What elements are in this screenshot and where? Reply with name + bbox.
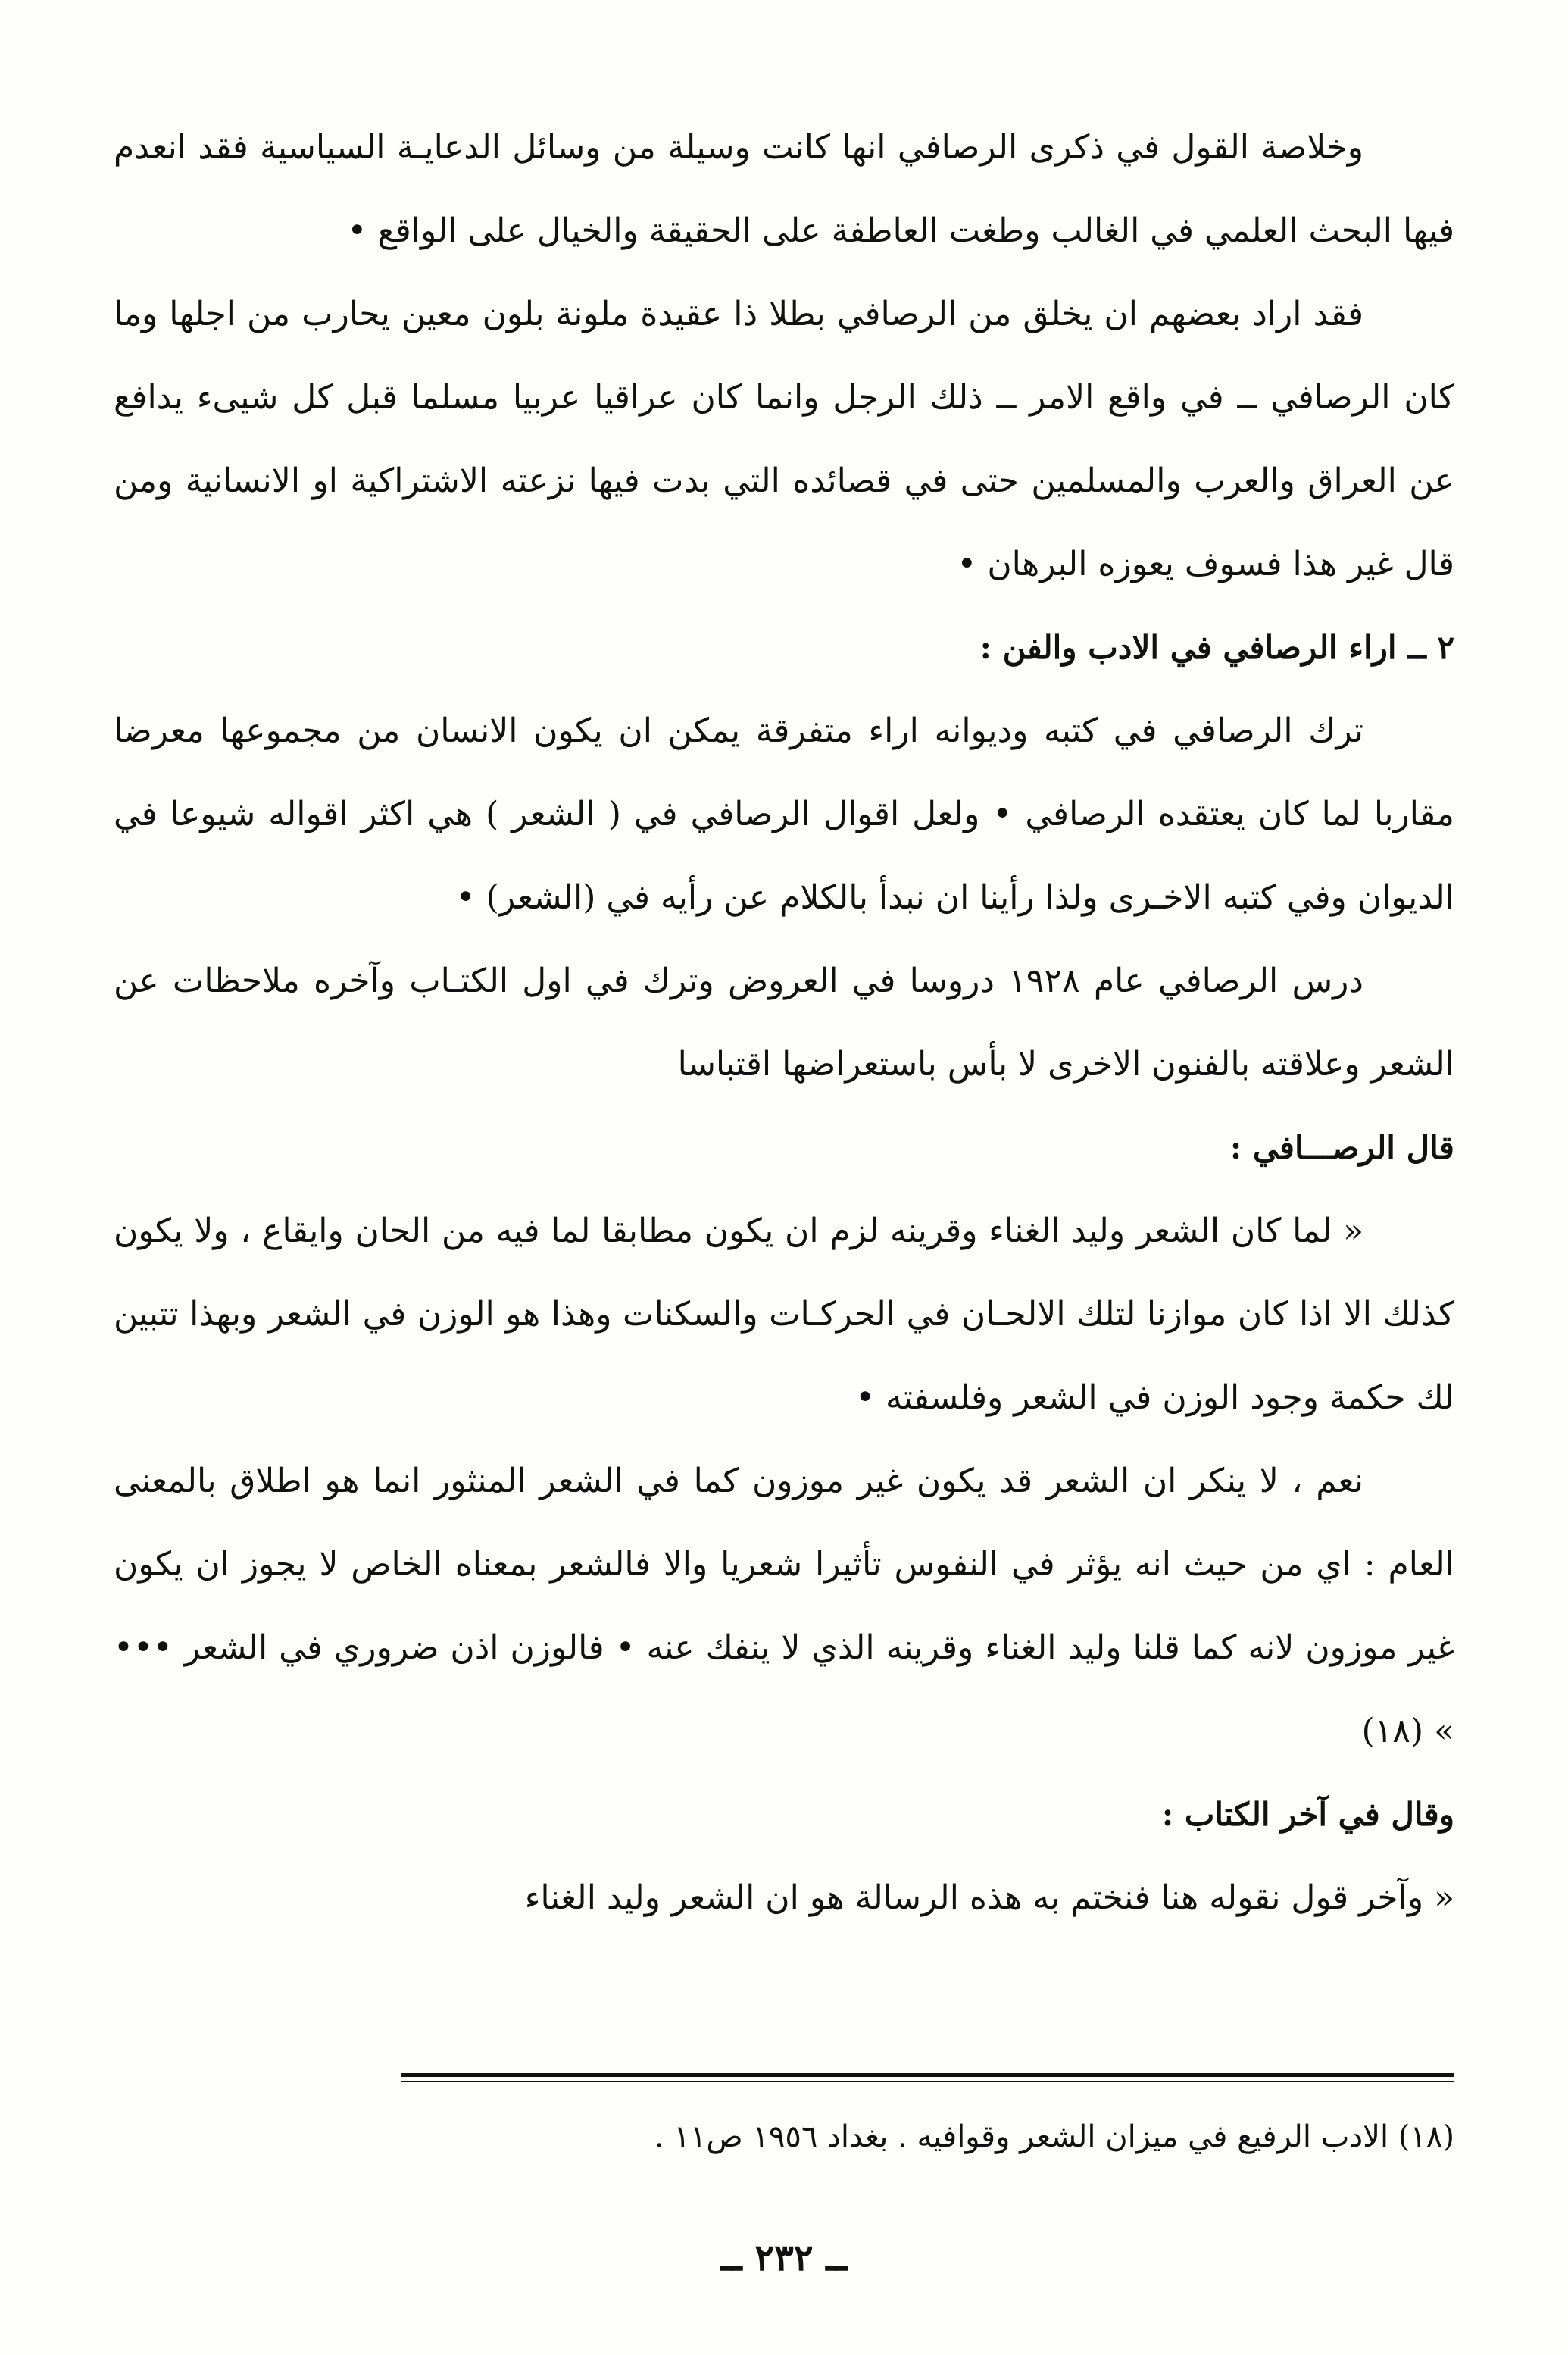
quote-heading-2: وقال في آخر الكتاب : xyxy=(1161,1796,1454,1833)
paragraph-opinions: ترك الرصافي في كتبه وديوانه اراء متفرقة يمكن ان يكون الانسان من مجموعها معرضا مقاربا لما كان يعتقده الرصافي • ولعل اقوال الرصافي في ( الشعر ) هي اكثر اقواله شيوعا في الديوان وفي كتبه الاخـرى ولذا رأينا ان نبدأ بالكلام عن رأيه في (الشعر) • xyxy=(114,712,1454,917)
page-body xyxy=(114,106,1454,2303)
quote-paragraph-1: « لما كان الشعر وليد الغناء وقرينه لزم ان يكون مطابقا لما فيه من الحان وايقاع ، ولا يكون كذلك الا اذا كان موازنا لتلك الالحـان في الحركـات والسكنات وهذا هو الوزن في الشعر وبهذا تتبين لك حكمة وجود الوزن في الشعر وفلسفته • xyxy=(114,1212,1454,1417)
quote-heading-1: قال الرصـــافي : xyxy=(1229,1129,1454,1166)
last-paragraph: « وآخر قول نقوله هنا فنختم به هذه الرسالة هو ان الشعر وليد الغناء xyxy=(524,1878,1454,1917)
footnote: (١٨) الادب الرفيع في ميزان الشعر وقوافيه . بغداد ١٩٥٦ ص١١ . xyxy=(654,2119,1454,2154)
section-heading: ٢ ــ اراء الرصافي في الادب والفن : xyxy=(979,629,1454,666)
page-number: ــ ٢٣٢ ــ xyxy=(720,2237,848,2279)
quote-paragraph-2: نعم ، لا ينكر ان الشعر قد يكون غير موزون كما في الشعر المنثور انما هو اطلاق بالمعنى العام : اي من حيث انه يؤثر في النفوس تأثيرا شعريا والا فالشعر بمعناه الخاص لا يجوز ان يكون غير موزون لانه كما قلنا وليد الغناء وقرينه الذي لا ينفك عنه • فالوزن اذن ضروري في الشعر ••• » (١٨) xyxy=(114,1462,1454,1750)
footnote-divider-thin xyxy=(401,2081,1454,2082)
paragraph-hero-claim: فقد اراد بعضهم ان يخلق من الرصافي بطلا ذا عقيدة ملونة بلون معين يحارب من اجلها وما كان الرصافي ــ في واقع الامر ــ ذلك الرجل وانما كان عراقيا عربيا مسلما قبل كل شيىء يدافع عن العراق والعرب والمسلمين حتى في قصائده التي بدت فيها نزعته الاشتراكية او الانسانية ومن قال غير هذا فسوف يعوزه البرهان • xyxy=(114,295,1454,583)
footnote-divider xyxy=(401,2073,1454,2077)
paragraph-summary: وخلاصة القول في ذكرى الرصافي انها كانت وسيلة من وسائل الدعايـة السياسية فقد انعدم فيها البحث العلمي في الغالب وطغت العاطفة على الحقيقة والخيال على الواقع • xyxy=(114,128,1454,250)
paragraph-prosody-lessons: درس الرصافي عام ١٩٢٨ دروسا في العروض وترك في اول الكتـاب وآخره ملاحظات عن الشعر وعلاقته بالفنون الاخرى لا بأس باستعراضها اقتباسا xyxy=(114,962,1454,1084)
